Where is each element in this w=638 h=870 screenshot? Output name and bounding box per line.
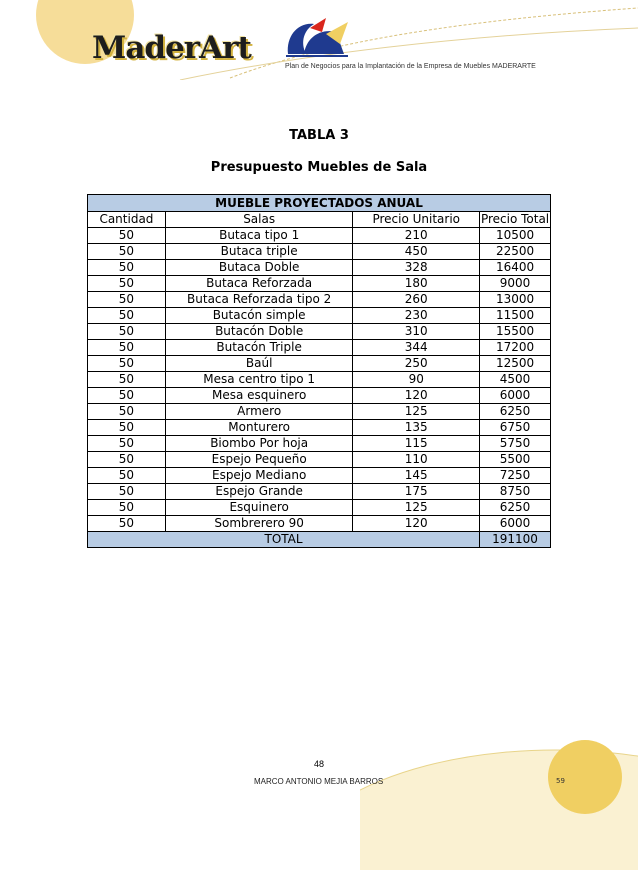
cell-sala: Butaca tipo 1: [165, 228, 353, 244]
cell-cantidad: 50: [88, 244, 166, 260]
cell-cantidad: 50: [88, 356, 166, 372]
cell-sala: Butacón Doble: [165, 324, 353, 340]
column-header-cantidad: Cantidad: [88, 212, 166, 228]
maderart-logo: MaderArt: [92, 30, 251, 66]
company-emblem-icon: [282, 14, 354, 64]
cell-cantidad: 50: [88, 500, 166, 516]
table-row: [88, 468, 551, 484]
budget-table: [87, 194, 551, 548]
table-row: [88, 372, 551, 388]
cell-sala: Monturero: [165, 420, 353, 436]
cell-cantidad: 50: [88, 340, 166, 356]
table-title: TABLA 3: [289, 128, 349, 143]
cell-precio-total: 6250: [480, 500, 551, 516]
cell-precio-total: 4500: [480, 372, 551, 388]
cell-sala: Butacón simple: [165, 308, 353, 324]
group-header: MUEBLE PROYECTADOS ANUAL: [88, 195, 551, 212]
cell-cantidad: 50: [88, 292, 166, 308]
header-subtitle: Plan de Negocios para la Implantación de la Empresa de Muebles MADERARTE: [285, 63, 536, 70]
table-row: [88, 244, 551, 260]
cell-sala: Espejo Pequeño: [165, 452, 353, 468]
cell-precio-total: 5750: [480, 436, 551, 452]
table-row: [88, 452, 551, 468]
table-row: [88, 484, 551, 500]
cell-precio-total: 11500: [480, 308, 551, 324]
cell-cantidad: 50: [88, 420, 166, 436]
cell-precio-unitario: 120: [353, 516, 480, 532]
cell-precio-total: 10500: [480, 228, 551, 244]
cell-precio-total: 8750: [480, 484, 551, 500]
cell-precio-unitario: 260: [353, 292, 480, 308]
cell-sala: Butaca Reforzada: [165, 276, 353, 292]
cell-precio-unitario: 450: [353, 244, 480, 260]
cell-precio-total: 16400: [480, 260, 551, 276]
table-subtitle: Presupuesto Muebles de Sala: [210, 160, 428, 175]
cell-precio-unitario: 125: [353, 404, 480, 420]
cell-cantidad: 50: [88, 324, 166, 340]
cell-precio-unitario: 230: [353, 308, 480, 324]
cell-precio-total: 6250: [480, 404, 551, 420]
cell-cantidad: 50: [88, 260, 166, 276]
cell-precio-unitario: 135: [353, 420, 480, 436]
cell-precio-total: 15500: [480, 324, 551, 340]
table-row: [88, 356, 551, 372]
column-header-salas: Salas: [165, 212, 353, 228]
cell-precio-total: 6750: [480, 420, 551, 436]
footer-page-ref: 59: [556, 777, 565, 785]
cell-sala: Butaca Reforzada tipo 2: [165, 292, 353, 308]
cell-precio-unitario: 210: [353, 228, 480, 244]
cell-precio-unitario: 328: [353, 260, 480, 276]
table-row: [88, 308, 551, 324]
cell-precio-total: 12500: [480, 356, 551, 372]
cell-precio-unitario: 125: [353, 500, 480, 516]
author-name: MARCO ANTONIO MEJIA BARROS: [254, 777, 384, 786]
table-row: [88, 340, 551, 356]
table-row: [88, 404, 551, 420]
total-label: TOTAL: [88, 532, 480, 548]
cell-precio-unitario: 344: [353, 340, 480, 356]
cell-precio-unitario: 175: [353, 484, 480, 500]
cell-sala: Espejo Grande: [165, 484, 353, 500]
cell-precio-total: 7250: [480, 468, 551, 484]
cell-sala: Butaca Doble: [165, 260, 353, 276]
cell-cantidad: 50: [88, 276, 166, 292]
cell-precio-unitario: 90: [353, 372, 480, 388]
cell-precio-total: 9000: [480, 276, 551, 292]
total-row: [88, 532, 551, 548]
cell-precio-total: 6000: [480, 388, 551, 404]
cell-sala: Sombrerero 90: [165, 516, 353, 532]
table-row: [88, 324, 551, 340]
cell-cantidad: 50: [88, 484, 166, 500]
cell-precio-unitario: 110: [353, 452, 480, 468]
table-row: [88, 228, 551, 244]
table-row: [88, 500, 551, 516]
table-row: [88, 260, 551, 276]
cell-sala: Baúl: [165, 356, 353, 372]
cell-sala: Biombo Por hoja: [165, 436, 353, 452]
page-number: 48: [313, 759, 324, 769]
table-group-header-row: [88, 195, 551, 212]
table-body: [88, 228, 551, 532]
cell-precio-unitario: 115: [353, 436, 480, 452]
cell-precio-unitario: 250: [353, 356, 480, 372]
cell-precio-total: 5500: [480, 452, 551, 468]
cell-cantidad: 50: [88, 452, 166, 468]
cell-sala: Espejo Mediano: [165, 468, 353, 484]
total-value: 191100: [480, 532, 551, 548]
cell-sala: Mesa centro tipo 1: [165, 372, 353, 388]
table-column-header-row: [88, 212, 551, 228]
cell-precio-unitario: 145: [353, 468, 480, 484]
cell-cantidad: 50: [88, 308, 166, 324]
cell-cantidad: 50: [88, 228, 166, 244]
cell-sala: Butaca triple: [165, 244, 353, 260]
column-header-precio-total: Precio Total: [480, 212, 550, 226]
cell-sala: Mesa esquinero: [165, 388, 353, 404]
table-row: [88, 276, 551, 292]
cell-precio-unitario: 120: [353, 388, 480, 404]
cell-cantidad: 50: [88, 468, 166, 484]
cell-precio-unitario: 310: [353, 324, 480, 340]
cell-sala: Butacón Triple: [165, 340, 353, 356]
cell-precio-total: 6000: [480, 516, 551, 532]
table-row: [88, 420, 551, 436]
cell-precio-unitario: 180: [353, 276, 480, 292]
table-row: [88, 388, 551, 404]
cell-cantidad: 50: [88, 516, 166, 532]
table-row: [88, 516, 551, 532]
column-header-precio-unitario: Precio Unitario: [353, 212, 480, 228]
cell-cantidad: 50: [88, 436, 166, 452]
cell-sala: Esquinero: [165, 500, 353, 516]
cell-precio-total: 17200: [480, 340, 551, 356]
cell-precio-total: 13000: [480, 292, 551, 308]
table-row: [88, 292, 551, 308]
cell-cantidad: 50: [88, 388, 166, 404]
cell-precio-total: 22500: [480, 244, 551, 260]
cell-cantidad: 50: [88, 372, 166, 388]
cell-sala: Armero: [165, 404, 353, 420]
cell-cantidad: 50: [88, 404, 166, 420]
table-row: [88, 436, 551, 452]
